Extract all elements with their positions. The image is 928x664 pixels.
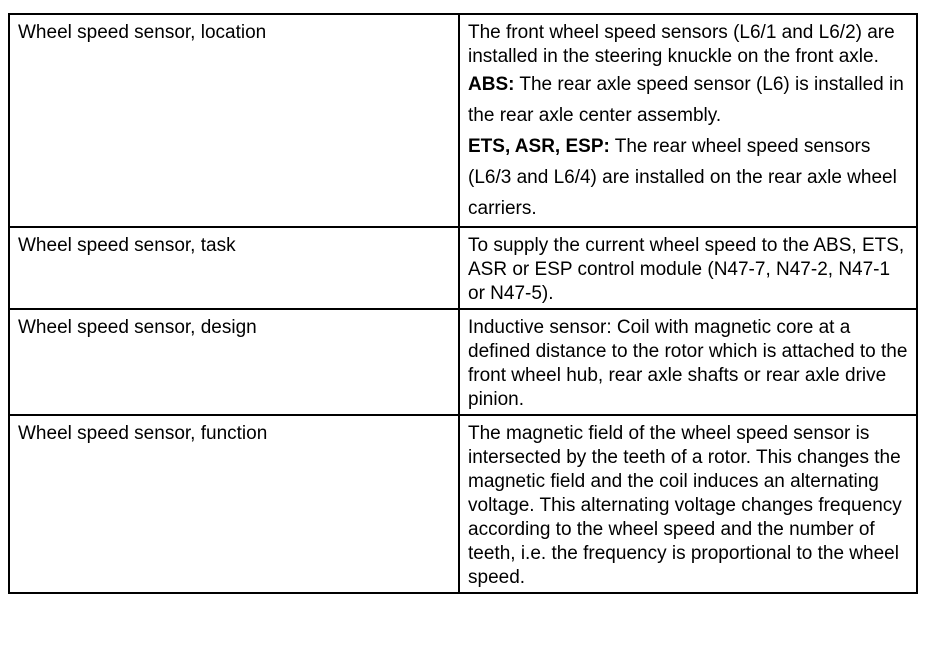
- paragraph-text: The rear wheel speed sensors (L6/3 and L6/4) are installed on the rear axle wheel carriers.: [468, 136, 897, 219]
- paragraph-text: To supply the current wheel speed to the ABS, ETS, ASR or ESP control module (N47-7, N47-2, N47-1 or N47-5).: [468, 235, 905, 304]
- paragraph-text: The rear axle speed sensor (L6) is installed in the rear axle center assembly.: [468, 74, 904, 126]
- table-row: [9, 227, 917, 309]
- term-label: Wheel speed sensor, task: [18, 235, 236, 256]
- term-label: Wheel speed sensor, function: [18, 423, 268, 444]
- description-paragraph: [468, 422, 908, 590]
- paragraph-text: The front wheel speed sensors (L6/1 and L6/2) are installed in the steering knuckle on the front axle.: [468, 22, 895, 67]
- term-cell: [9, 309, 459, 415]
- term-label: Wheel speed sensor, design: [18, 317, 257, 338]
- description-paragraph: [468, 131, 908, 224]
- description-cell: [459, 309, 917, 415]
- description-paragraph: [468, 69, 908, 131]
- paragraph-lead: ETS, ASR, ESP:: [468, 136, 610, 157]
- description-paragraph: [468, 21, 908, 69]
- term-cell: [9, 415, 459, 593]
- term-cell: [9, 227, 459, 309]
- description-paragraph: [468, 316, 908, 412]
- paragraph-text: Inductive sensor: Coil with magnetic core at a defined distance to the rotor which is attached to the front wheel hub, rear axle shafts or rear axle drive pinion.: [468, 317, 908, 410]
- table-row: [9, 309, 917, 415]
- description-cell: [459, 14, 917, 227]
- description-cell: [459, 415, 917, 593]
- paragraph-lead: ABS:: [468, 74, 515, 95]
- table-row: [9, 14, 917, 227]
- description-cell: [459, 227, 917, 309]
- description-paragraph: [468, 234, 908, 306]
- term-cell: [9, 14, 459, 227]
- paragraph-text: The magnetic field of the wheel speed sensor is intersected by the teeth of a rotor. This changes the magnetic field and the coil induces an alternating voltage. This alternating voltage changes frequency according to the wheel speed and the number of teeth, i.e. the frequency is proportional to the wheel speed.: [468, 423, 902, 588]
- spec-table: [8, 13, 918, 594]
- table-row: [9, 415, 917, 593]
- term-label: Wheel speed sensor, location: [18, 22, 267, 43]
- document: [8, 13, 918, 594]
